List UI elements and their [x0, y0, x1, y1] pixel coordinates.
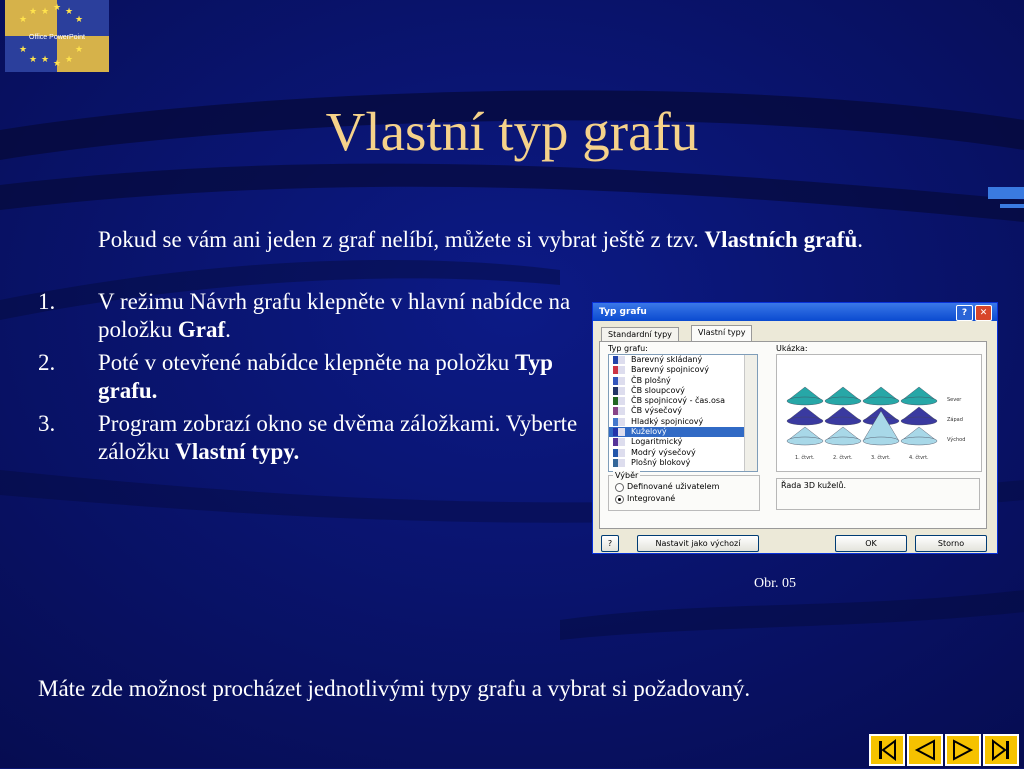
- chart-type-list[interactable]: [608, 354, 758, 472]
- chart-type-label: Barevný skládaný: [631, 355, 703, 364]
- chart-type-icon: [613, 356, 625, 364]
- step-number: 1.: [38, 289, 56, 314]
- step-item: [38, 410, 598, 466]
- chart-type-label: ČB plošný: [631, 375, 671, 385]
- chart-type-item[interactable]: [609, 448, 757, 458]
- first-slide-button[interactable]: [869, 734, 905, 766]
- step-text: V režimu Návrh grafu klepněte v hlavní nabídce na položku: [98, 289, 571, 342]
- chart-type-item[interactable]: [609, 365, 757, 375]
- chart-type-label: Kuželový: [631, 427, 667, 437]
- skip-back-icon: [871, 736, 903, 764]
- step-text: Program zobrazí okno se dvěma záložkami. Vyberte záložku: [98, 411, 578, 464]
- svg-text:★: ★: [75, 45, 84, 55]
- last-slide-button[interactable]: [983, 734, 1019, 766]
- cone-base: [901, 397, 937, 405]
- help-button[interactable]: ?: [601, 535, 619, 552]
- cone-base: [901, 437, 937, 445]
- chart-type-item[interactable]: [609, 406, 757, 416]
- legend-vychod: Východ: [947, 437, 966, 443]
- quarter-label: 3. čtvrt.: [871, 455, 891, 461]
- preview-label: Ukázka:: [776, 344, 808, 353]
- chart-type-icon: [613, 366, 625, 374]
- chart-type-label: Modrý výsečový: [631, 447, 696, 457]
- svg-text:★: ★: [53, 3, 62, 13]
- chart-type-item[interactable]: [609, 355, 757, 365]
- step-bold: Vlastní typy.: [175, 439, 300, 464]
- cone-base: [787, 397, 823, 405]
- cone-base: [825, 417, 861, 425]
- skip-forward-icon: [985, 736, 1017, 764]
- cone-base: [787, 417, 823, 425]
- logo-text: Office PowerPoint: [29, 34, 85, 41]
- intro-end: .: [857, 227, 863, 252]
- chart-type-icon: [613, 418, 625, 426]
- chart-type-label: Typ grafu:: [608, 344, 648, 353]
- figure-caption: Obr. 05: [754, 576, 796, 591]
- svg-text:★: ★: [19, 15, 28, 25]
- radio-label: Integrované: [627, 494, 676, 503]
- chart-type-label: ČB spojnicový - čas.osa: [631, 396, 725, 406]
- chart-type-dialog: [592, 302, 998, 554]
- quarter-label: 1. čtvrt.: [795, 455, 815, 461]
- play-right-icon: [947, 736, 979, 764]
- chart-type-icon: [613, 377, 625, 385]
- legend-sever: Sever: [947, 397, 962, 403]
- chart-type-item[interactable]: [609, 427, 757, 437]
- intro-text: Pokud se vám ani jeden z graf nelíbí, můžete si vybrat ještě z tzv.: [98, 227, 705, 252]
- svg-text:★: ★: [75, 15, 84, 25]
- cone-base: [825, 437, 861, 445]
- intro-bold: Vlastních grafů: [704, 227, 858, 252]
- step-text: Poté v otevřené nabídce klepněte na položku: [98, 350, 516, 375]
- ok-button[interactable]: OK: [835, 535, 907, 552]
- cone-base: [863, 437, 899, 445]
- dialog-title: Typ grafu: [599, 307, 647, 317]
- svg-text:★: ★: [65, 7, 74, 17]
- previous-slide-button[interactable]: [907, 734, 943, 766]
- radio-built-in[interactable]: [615, 495, 624, 504]
- step-bold: Typ grafu.: [98, 350, 553, 403]
- chart-type-icon: [613, 449, 625, 457]
- chart-type-icon: [613, 407, 625, 415]
- cone-base: [825, 397, 861, 405]
- set-default-button[interactable]: Nastavit jako výchozí: [637, 535, 759, 552]
- group-label: Výběr: [615, 471, 639, 480]
- legend-zapad: Západ: [947, 417, 963, 423]
- cone-mark: [863, 411, 899, 441]
- cone-base: [863, 397, 899, 405]
- chart-type-label: Hladký spojnicový: [631, 416, 704, 426]
- svg-text:★: ★: [41, 55, 50, 65]
- footer-text: Máte zde možnost procházet jednotlivými typy grafu a vybrat si požadovaný.: [38, 676, 751, 701]
- chart-type-item[interactable]: [609, 386, 757, 396]
- svg-text:★: ★: [29, 7, 38, 17]
- chart-type-item[interactable]: [609, 458, 757, 468]
- dialog-titlebar: [593, 303, 997, 321]
- chart-description: Řada 3D kuželů.: [776, 478, 980, 510]
- play-left-icon: [909, 736, 941, 764]
- svg-text:★: ★: [41, 7, 50, 17]
- chart-type-icon: [613, 397, 625, 405]
- chart-type-label: ČB výsečový: [631, 406, 682, 416]
- chart-type-label: Logaritmický: [631, 437, 683, 447]
- next-slide-button[interactable]: [945, 734, 981, 766]
- chart-preview: [776, 354, 982, 472]
- radio-user-defined[interactable]: [615, 483, 624, 492]
- svg-text:★: ★: [53, 59, 62, 69]
- quarter-label: 2. čtvrt.: [833, 455, 853, 461]
- tab-panel: [599, 341, 987, 529]
- chart-type-label: Barevný spojnicový: [631, 365, 709, 375]
- quarter-label: 4. čtvrt.: [909, 455, 929, 461]
- chart-type-label: Plošný blokový: [631, 457, 691, 467]
- tab-standard-types[interactable]: Standardní typy: [601, 327, 679, 341]
- chart-type-item[interactable]: [609, 396, 757, 406]
- chart-type-icon: [613, 459, 625, 467]
- selection-group: [608, 471, 760, 511]
- cone-base: [901, 417, 937, 425]
- chart-type-icon: [613, 387, 625, 395]
- step-end: .: [225, 317, 231, 342]
- chart-type-icon: [613, 438, 625, 446]
- step-number: 3.: [38, 411, 56, 436]
- step-bold: Graf: [177, 317, 226, 342]
- cancel-button[interactable]: Storno: [915, 535, 987, 552]
- steps-list: [38, 288, 598, 471]
- chart-type-icon: [613, 428, 625, 436]
- list-scrollbar[interactable]: [744, 355, 757, 471]
- intro-paragraph: [98, 226, 998, 254]
- help-icon[interactable]: ?: [956, 305, 973, 321]
- chart-type-label: ČB sloupcový: [631, 385, 685, 395]
- chart-type-item[interactable]: [609, 417, 757, 427]
- step-item: [38, 288, 598, 344]
- cone-base: [787, 437, 823, 445]
- chart-type-item[interactable]: [609, 376, 757, 386]
- close-icon[interactable]: ✕: [975, 305, 992, 321]
- eu-stars-logo: [5, 0, 109, 72]
- slide-title: Vlastní typ grafu: [325, 101, 699, 162]
- step-item: [38, 349, 598, 405]
- radio-label: Definované uživatelem: [627, 482, 720, 491]
- svg-text:★: ★: [29, 55, 38, 65]
- chart-type-item[interactable]: [609, 437, 757, 447]
- tab-custom-types[interactable]: Vlastní typy: [691, 325, 752, 341]
- svg-text:★: ★: [65, 55, 74, 65]
- step-number: 2.: [38, 350, 56, 375]
- svg-text:★: ★: [19, 45, 28, 55]
